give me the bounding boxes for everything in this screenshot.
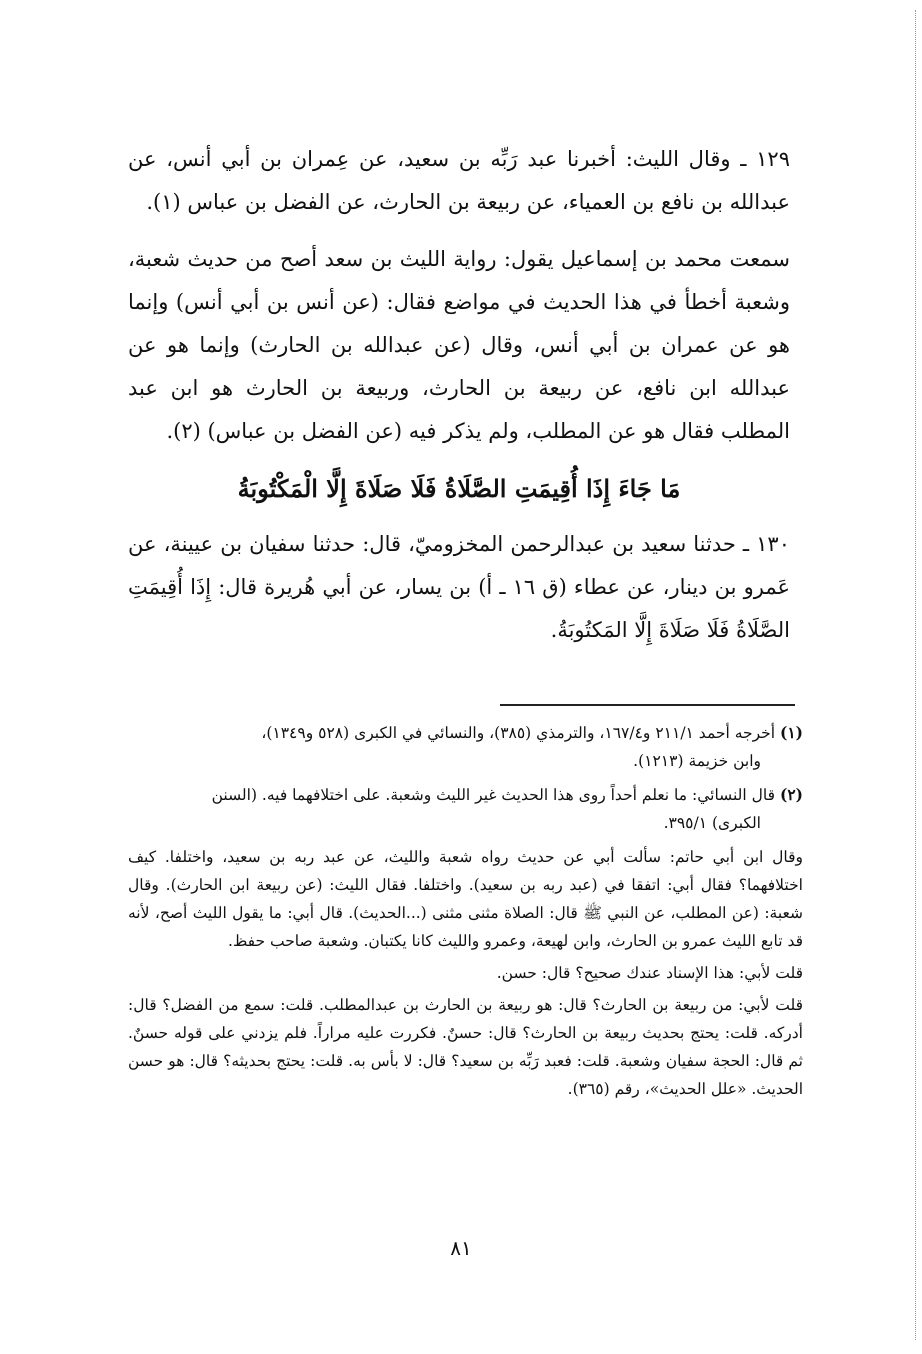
footnote-2-ibn-abi-hatim: وقال ابن أبي حاتم: سألت أبي عن حديث رواه شعبة والليث، عن عبد ربه بن سعيد، واختلفا. كيف اختلافهما؟ فقال أبي: اتفقا في (عبد ربه بن سعيد). واختلفا. فقال الليث: (عن ربيعة ابن الحارث). وقال شعبة: (عن المطلب، عن النبي ﷺ قال: الصلاة مثنى مثنى (...الحديث). قال أبي: ما يقول الليث أصح، لأنه قد تابع الليث عمرو بن الحارث، وابن لهيعة، وعمرو والليث كانا يكتبان. وشعبة صاحب حفظ.	[128, 848, 803, 950]
footnote-2-continuation: الكبرى) ٣٩٥/١.	[663, 814, 761, 832]
footnote-1-continuation: وابن خزيمة (١٢١٣).	[633, 752, 761, 770]
chapter-heading: مَا جَاءَ إِذَا أُقِيمَتِ الصَّلَاةُ فَلَا صَلَاةَ إِلَّا الْمَكْتُوبَةُ	[237, 474, 681, 503]
hadith-130-paragraph: ١٣٠ ـ حدثنا سعيد بن عبدالرحمن المخزوميّ، قال: حدثنا سفيان بن عيينة، عن عَمرو بن دينار، عن عطاء (ق ١٦ ـ أ) بن يسار، عن أبي هُريرة قال: إِذَا أُقِيمَتِ الصَّلَاةُ فَلَا صَلَاةَ إِلَّا المَكتُوبَةُ.	[128, 532, 790, 642]
footnote-2-question-rabia: قلت لأبي: من ربيعة بن الحارث؟ قال: هو ربيعة بن الحارث بن عبدالمطلب. قلت: سمع من الفضل؟ قال: أدركه. قلت: يحتج بحديث ربيعة بن الحارث؟ قال: حسنٌ. فكررت عليه مراراً. فلم يزدني على قوله حسنٌ. ثم قال: الحجة سفيان وشعبة. قلت: فعبد رَبِّه بن سعيد؟ قال: لا بأس به. قلت: يحتج بحديثه؟ قال: هو حسن الحديث. «علل الحديث»، رقم (٣٦٥).	[128, 996, 803, 1098]
footnotes-section	[128, 719, 803, 1107]
page-edge-line	[915, 10, 916, 1340]
commentary-paragraph: سمعت محمد بن إسماعيل يقول: رواية الليث بن سعد أصح من حديث شعبة، وشعبة أخطأ في هذا الحديث في مواضع فقال: (عن أنس بن أبي أنس) وإنما هو عن عمران بن أبي أنس، وقال (عن عبدالله بن الحارث) وإنما هو عن عبدالله ابن نافع، عن ربيعة بن الحارث، وربيعة بن الحارث هو ابن عبد المطلب فقال هو عن المطلب، ولم يذكر فيه (عن الفضل بن عباس) (٢).	[128, 247, 790, 443]
footnote-2-number: (٢)	[779, 785, 803, 804]
footnote-2-text: قال النسائي: ما نعلم أحداً روى هذا الحديث غير الليث وشعبة. على اختلافهما فيه. (السنن	[211, 786, 776, 804]
hadith-129-paragraph: ١٢٩ ـ وقال الليث: أخبرنا عبد رَبِّه بن سعيد، عن عِمران بن أبي أنس، عن عبدالله بن نافع بن العمياء، عن ربيعة بن الحارث، عن الفضل بن عباس (١).	[128, 147, 790, 214]
footnote-1-number: (١)	[779, 723, 803, 742]
footnote-separator	[500, 704, 795, 706]
footnote-1-text: أخرجه أحمد ٢١١/١ و١٦٧/٤، والترمذي (٣٨٥)، والنسائي في الكبرى (٥٢٨ و١٣٤٩)،	[261, 724, 776, 742]
footnote-1	[128, 719, 803, 775]
footnote-2-question-isnad: قلت لأبي: هذا الإسناد عندك صحيح؟ قال: حسن.	[496, 964, 803, 982]
page-number: ٨١	[450, 1236, 472, 1260]
footnote-2	[128, 781, 803, 837]
main-text	[128, 138, 790, 652]
